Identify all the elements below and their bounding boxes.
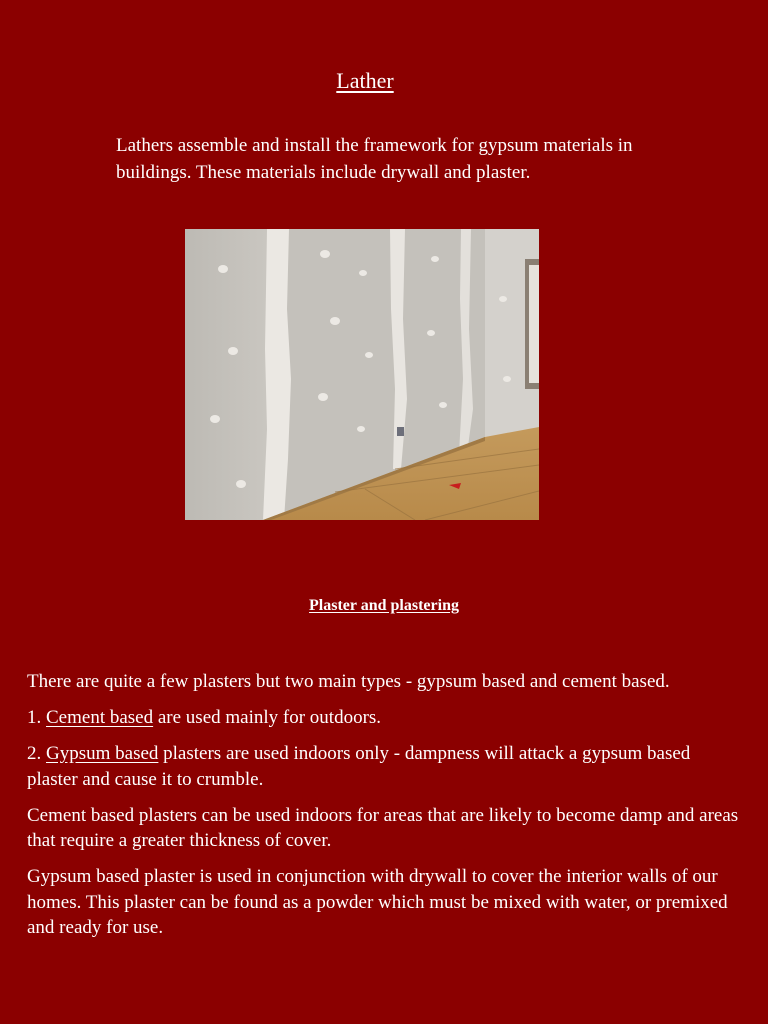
drywall-photo bbox=[185, 229, 539, 520]
intro-paragraph: Lathers assemble and install the framework for gypsum materials in buildings. These materials include drywall and plaster. bbox=[116, 135, 633, 183]
paragraph-overview: There are quite a few plasters but two main types - gypsum based and cement based. bbox=[27, 671, 670, 692]
list-number: 1. bbox=[27, 707, 46, 728]
list-number: 2. bbox=[27, 743, 46, 764]
paragraph-gypsum-based bbox=[27, 741, 743, 792]
paragraph-cement-indoors: Cement based plasters can be used indoors for areas that are likely to become damp and areas that require a greater thickness of cover. bbox=[27, 804, 739, 851]
section-heading: Plaster and plastering bbox=[309, 597, 459, 614]
page-title: Lather bbox=[336, 68, 394, 93]
body-text bbox=[27, 669, 743, 951]
gypsum-based-term: Gypsum based bbox=[46, 743, 159, 764]
paragraph-text: are used mainly for outdoors. bbox=[153, 707, 382, 728]
paragraph-cement-based bbox=[27, 705, 743, 731]
paragraph-text: plasters are used indoors only - dampness will attack a gypsum based plaster and cause it to crumble. bbox=[27, 743, 691, 790]
paragraph-gypsum-usage: Gypsum based plaster is used in conjunction with drywall to cover the interior walls of our homes. This plaster can be found as a powder which must be mixed with water, or premixed and ready for use. bbox=[27, 866, 728, 938]
cement-based-term: Cement based bbox=[46, 707, 154, 728]
